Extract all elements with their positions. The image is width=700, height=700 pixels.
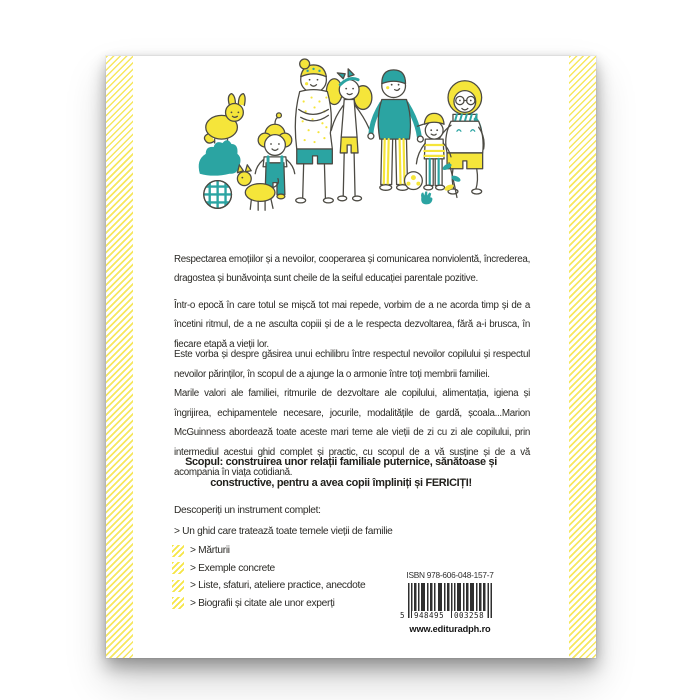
right-stripe-border xyxy=(569,56,596,658)
grandmother-illustration xyxy=(439,81,484,194)
back-cover-paragraph-4: Marile valori ale familiei, ritmurile de dezvoltare ale copilului, alimentația, igiena și îngrijirea, echipamentele necesare, jocurile, modalitățile de gardă, școala...Marion McGuinness abordează toate aceste mari teme ale vieții de zi cu zi ale copilului, prin intermediul acestui ghid complet și practic, cu scopul de a vă susține și de a vă acompania în viața cotidiană. xyxy=(174,388,530,478)
feature-list-item xyxy=(172,577,365,595)
mother-illustration xyxy=(295,59,342,203)
isbn-label: ISBN 978-606-048-157-7 xyxy=(406,570,494,580)
feature-main-item: > Un ghid care tratează toate temele vieții de familie xyxy=(174,526,393,537)
feature-list-item xyxy=(172,542,365,560)
feature-label: > Biografii și citate ale unor experți xyxy=(190,597,335,609)
barcode-digits-right: 003258 xyxy=(454,611,485,620)
bush-illustration xyxy=(199,140,241,175)
hatch-bullet-icon xyxy=(172,597,184,609)
hatch-bullet-icon xyxy=(172,545,184,557)
left-stripe-border xyxy=(106,56,133,658)
book-back-cover xyxy=(106,56,596,658)
hatch-bullet-icon xyxy=(172,580,184,592)
publisher-website: www.edituradph.ro xyxy=(409,624,491,634)
barcode-digits-left: 948495 xyxy=(414,611,445,620)
plaid-ball-illustration xyxy=(202,179,234,211)
soccer-ball-illustration xyxy=(405,172,423,190)
barcode-digit-lead: 5 xyxy=(400,611,405,620)
goal-statement: Scopul: construirea unor relații familiale puternice, sănătoase și constructive, pentru a avea copii împliniți și FERICIȚI! xyxy=(185,456,497,489)
back-cover-paragraph-2: Într-o epocă în care totul se mișcă tot mai repede, vorbim de a ne acorda timp și de a încetini ritmul, de a ne asculta copiii și de a le respecta dezvoltarea, fără a-i brusca, în fiecare etapă a vieții lor. xyxy=(174,299,530,350)
discover-heading: Descoperiți un instrument complet: xyxy=(174,505,321,516)
goal-statement-wrap xyxy=(174,452,530,494)
feature-list xyxy=(172,542,365,612)
back-cover-paragraph-3: Este vorba și despre găsirea unui echilibru între respectul nevoilor copilului și respectul nevoilor părinților, în scopul de a ajunge la o armonie între toți membrii familiei. xyxy=(174,349,530,380)
family-illustration xyxy=(182,58,542,236)
isbn-barcode-block xyxy=(398,570,502,634)
back-cover-paragraph-1: Respectarea emoțiilor și a nevoilor, cooperarea și comunicarea nonviolentă, încrederea, dragostea și bunăvoința sunt cheile de la seiful educației parentale pozitive. xyxy=(174,253,530,285)
barcode-digits xyxy=(400,611,492,620)
feature-label: > Mărturii xyxy=(190,545,230,557)
mitten-hand-illustration xyxy=(421,192,432,205)
feature-label: > Exemple concrete xyxy=(190,562,275,574)
feature-label: > Liste, sfaturi, ateliere practice, anecdote xyxy=(190,580,366,592)
rabbit-illustration xyxy=(204,94,245,143)
feature-list-item xyxy=(172,595,365,613)
feature-list-item xyxy=(172,560,365,578)
hatch-bullet-icon xyxy=(172,562,184,574)
